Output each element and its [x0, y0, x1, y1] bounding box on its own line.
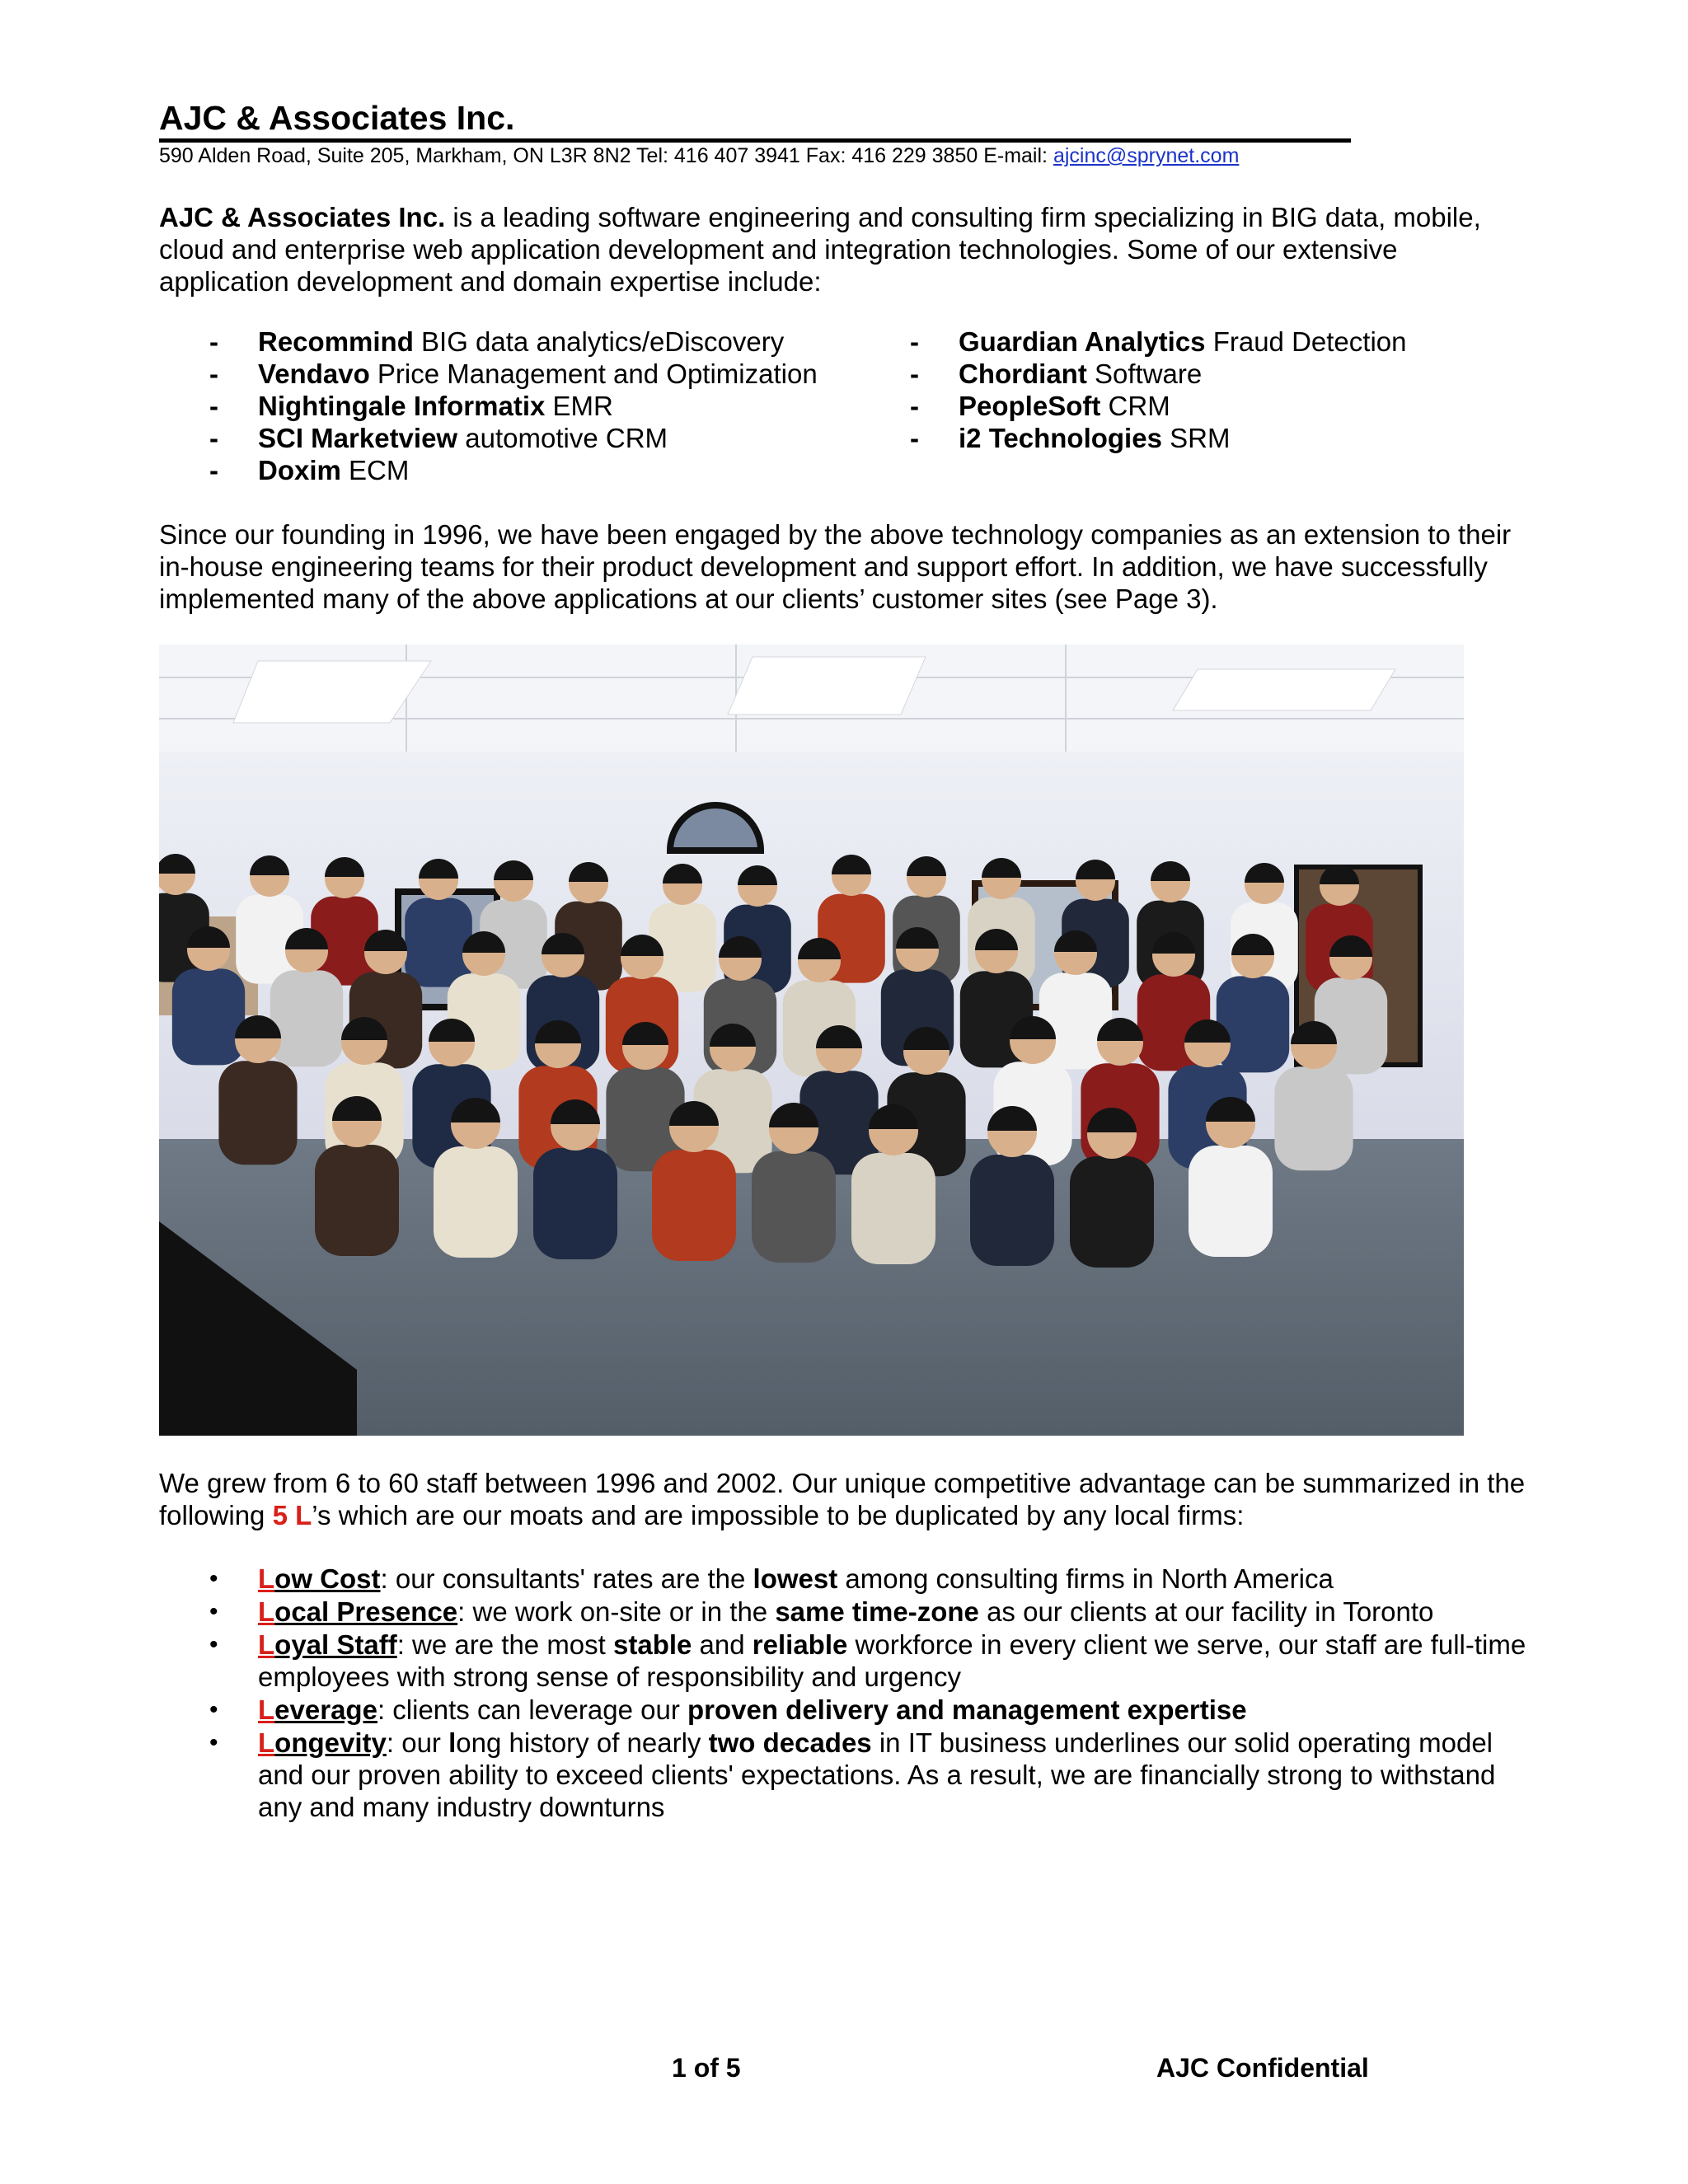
person-body	[1274, 1066, 1353, 1170]
person-body	[434, 1146, 518, 1258]
expertise-name: Chordiant	[959, 359, 1087, 389]
list-item	[206, 1596, 1541, 1628]
item-emphasis: proven delivery and management expertise	[687, 1694, 1247, 1725]
dash-marker: -	[209, 423, 218, 453]
item-text: : our consultants' rates are the	[380, 1563, 753, 1594]
person-body	[405, 898, 472, 987]
bullet-marker: •	[209, 1696, 218, 1723]
person-body	[1189, 1146, 1273, 1257]
person-body	[315, 1145, 399, 1256]
five-ls-list	[206, 1563, 1541, 1824]
l-keyword: ocal Presence	[274, 1596, 458, 1627]
item-text: : our	[386, 1727, 449, 1758]
l-letter: L	[258, 1596, 275, 1627]
email-link[interactable]: ajcinc@sprynet.com	[1053, 144, 1240, 167]
item-text: as our clients at our facility in Toronto	[978, 1596, 1434, 1627]
dash-marker: -	[910, 359, 919, 389]
expertise-item	[907, 358, 1566, 390]
item-text: : clients can leverage our	[377, 1694, 687, 1725]
l-keyword: ongevity	[274, 1727, 387, 1758]
expertise-column-left	[206, 326, 865, 486]
company-title: AJC & Associates Inc.	[159, 97, 1351, 143]
dash-marker: -	[209, 391, 218, 421]
expertise-desc: Fraud Detection	[1205, 326, 1407, 357]
list-item	[206, 1563, 1541, 1595]
bullet-marker: •	[209, 1565, 218, 1592]
expertise-desc: Price Management and Optimization	[369, 359, 818, 389]
team-photo-illustration	[159, 644, 1464, 1436]
person-body	[1070, 1156, 1154, 1268]
expertise-item	[206, 422, 865, 454]
dash-marker: -	[209, 455, 218, 485]
growth-pre: We grew from 6 to 60 staff between 1996 and 2002. Our unique competitive advantage can be summarized in the following	[159, 1468, 1526, 1530]
person-body	[218, 1061, 297, 1165]
person-body	[270, 970, 343, 1066]
intro-company: AJC & Associates Inc.	[159, 202, 446, 232]
item-emphasis: reliable	[752, 1629, 848, 1660]
person-body	[652, 1150, 736, 1261]
expertise-desc: ECM	[340, 455, 410, 485]
person-body	[970, 1155, 1054, 1266]
item-text: and	[692, 1629, 753, 1660]
list-item	[206, 1727, 1541, 1823]
bullet-marker: •	[209, 1729, 218, 1756]
item-emphasis: two decades	[708, 1727, 872, 1758]
l-keyword: oyal Staff	[274, 1629, 397, 1660]
item-text: workforce in every client we serve, our staff are full-time employees with strong sense of responsibility and urgency	[258, 1629, 1526, 1692]
five-l-highlight: 5 L	[272, 1500, 312, 1530]
expertise-item	[206, 358, 865, 390]
expertise-item	[206, 454, 865, 486]
person-body	[752, 1151, 836, 1263]
l-keyword: everage	[274, 1694, 377, 1725]
dash-marker: -	[910, 391, 919, 421]
address-text: 590 Alden Road, Suite 205, Markham, ON L3R 8N2 Tel: 416 407 3941 Fax: 416 229 3850 E-mail:	[159, 144, 1053, 167]
item-text: ong history of nearly	[456, 1727, 709, 1758]
list-item	[206, 1629, 1541, 1693]
team-photo	[159, 644, 1464, 1436]
person-body	[851, 1153, 935, 1264]
expertise-name: i2 Technologies	[959, 423, 1162, 453]
expertise-item	[907, 422, 1566, 454]
person-body	[533, 1148, 617, 1259]
person-body	[172, 968, 245, 1065]
l-letter: L	[258, 1727, 275, 1758]
history-paragraph: Since our founding in 1996, we have been engaged by the above technology companies as an extension to their in-house engineering teams for their product development and support effort. In addition, we have successfully implemented many of the above applications at our clients’ customer sites (see Page 3).	[159, 519, 1512, 614]
bullet-marker: •	[209, 1631, 218, 1658]
item-text: among consulting firms in North America	[837, 1563, 1334, 1594]
bullet-marker: •	[209, 1598, 218, 1625]
expertise-desc: SRM	[1161, 423, 1231, 453]
expertise-item	[907, 326, 1566, 358]
expertise-item	[907, 390, 1566, 422]
expertise-name: PeopleSoft	[959, 391, 1101, 421]
item-emphasis: same time-zone	[775, 1596, 979, 1627]
expertise-column-right	[907, 326, 1566, 454]
dash-marker: -	[910, 326, 919, 357]
expertise-item	[206, 390, 865, 422]
company-address	[159, 143, 1239, 168]
dash-marker: -	[209, 359, 218, 389]
l-letter: L	[258, 1563, 275, 1594]
item-emphasis: stable	[613, 1629, 692, 1660]
expertise-name: Guardian Analytics	[959, 326, 1206, 357]
confidential-label: AJC Confidential	[1156, 2053, 1369, 2083]
item-emphasis: lowest	[753, 1563, 838, 1594]
list-item	[206, 1694, 1541, 1726]
growth-paragraph	[159, 1467, 1527, 1531]
l-letter: L	[258, 1629, 275, 1660]
expertise-desc: automotive CRM	[457, 423, 668, 453]
dash-marker: -	[910, 423, 919, 453]
l-keyword: ow Cost	[274, 1563, 381, 1594]
person-body	[1217, 976, 1289, 1072]
expertise-name: Doxim	[258, 455, 341, 485]
expertise-name: Vendavo	[258, 359, 370, 389]
page-number: 1 of 5	[672, 2053, 741, 2083]
dash-marker: -	[209, 326, 218, 357]
growth-post: ’s which are our moats and are impossible to be duplicated by any local firms:	[312, 1500, 1245, 1530]
expertise-name: Recommind	[258, 326, 414, 357]
expertise-desc: CRM	[1100, 391, 1170, 421]
expertise-item	[206, 326, 865, 358]
item-text: : we are the most	[396, 1629, 613, 1660]
item-text: : we work on-site or in the	[457, 1596, 776, 1627]
expertise-desc: EMR	[545, 391, 613, 421]
intro-text: is a leading software engineering and consulting firm specializing in BIG data, mobile, cloud and enterprise web application development and integration technologies. Some of our extensive application development and domain expertise include:	[159, 202, 1481, 297]
item-emphasis: l	[448, 1727, 457, 1758]
intro-paragraph	[159, 201, 1527, 298]
expertise-name: SCI Marketview	[258, 423, 458, 453]
expertise-desc: Software	[1086, 359, 1203, 389]
l-letter: L	[258, 1694, 275, 1725]
item-text: in IT business underlines our solid operating model and our proven ability to exceed clients' expectations. As a result, we are financially strong to withstand any and many industry downturns	[258, 1727, 1496, 1822]
expertise-name: Nightingale Informatix	[258, 391, 546, 421]
expertise-desc: BIG data analytics/eDiscovery	[413, 326, 785, 357]
